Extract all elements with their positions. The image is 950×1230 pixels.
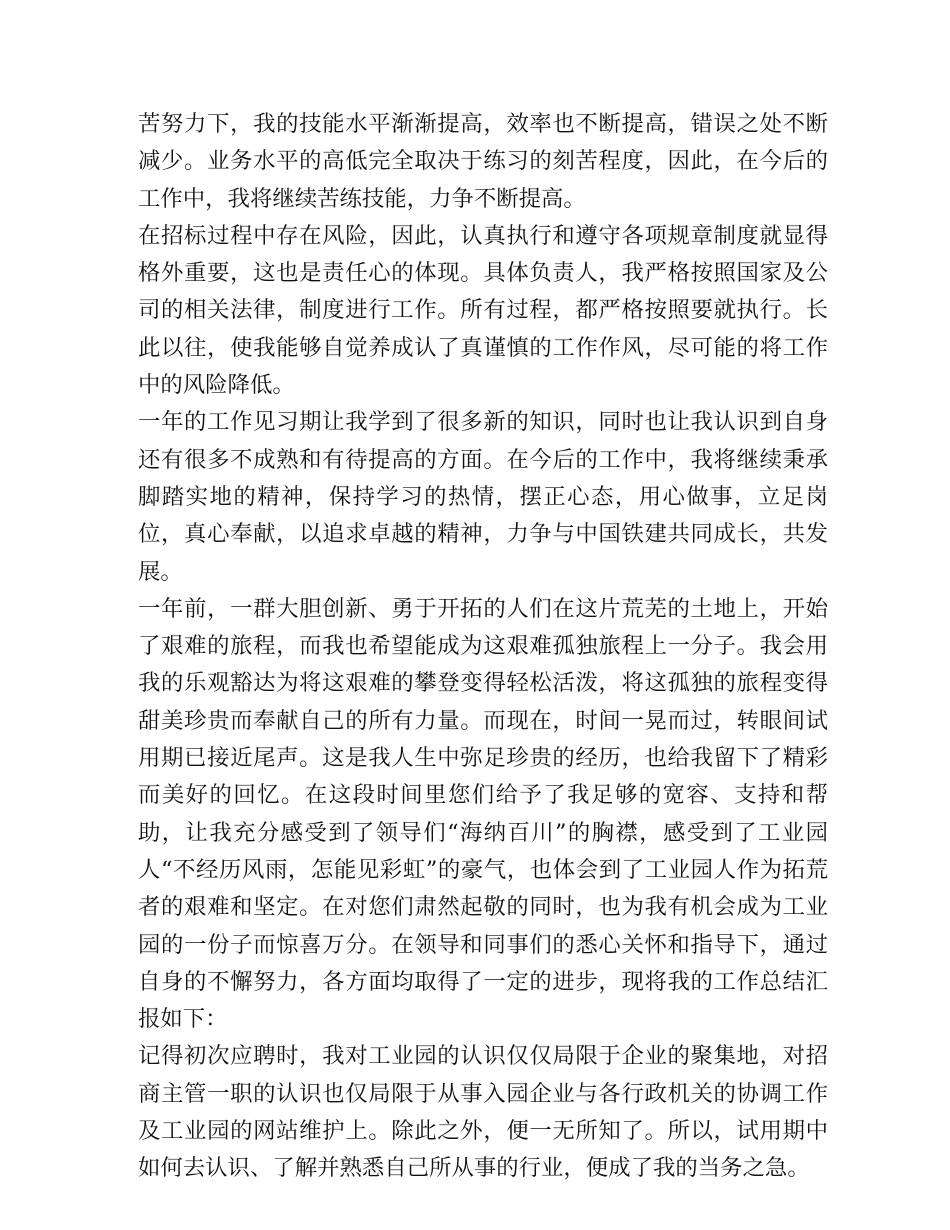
paragraph-3: 一年的工作见习期让我学到了很多新的知识，同时也让我认识到自身还有很多不成熟和有待提高的方面。在今后的工作中，我将继续秉承脚踏实地的精神，保持学习的热情，摆正心态，用心做事，立足岗位，真心奉献，以追求卓越的精神，力争与中国铁建共同成长，共发展。 [138,409,828,585]
paragraph-4: 一年前，一群大胆创新、勇于开拓的人们在这片荒芜的土地上，开始了艰难的旅程，而我也希望能成为这艰难孤独旅程上一分子。我会用我的乐观豁达为将这艰难的攀登变得轻松活泼，将这孤独的旅程变得甜美珍贵而奉献自己的所有力量。而现在，时间一晃而过，转眼间试用期已接近尾声。这是我人生中弥足珍贵的经历，也给我留下了精彩而美好的回忆。在这段时间里您们给予了我足够的宽容、支持和帮助，让我充分感受到了领导们“海纳百川”的胸襟，感受到了工业园人“不经历风雨，怎能见彩虹”的豪气，也体会到了工业园人作为拓荒者的艰难和坚定。在对您们肃然起敬的同时，也为我有机会成为工业园的一份子而惊喜万分。在领导和同事们的悉心关怀和指导下，通过自身的不懈努力，各方面均取得了一定的进步，现将我的工作总结汇报如下： [138,595,828,1033]
paragraph-1: 苦努力下，我的技能水平渐渐提高，效率也不断提高，错误之处不断减少。业务水平的高低完全取决于练习的刻苦程度，因此，在今后的工作中，我将继续苦练技能，力争不断提高。 [138,111,828,212]
document-body [138,106,828,1188]
paragraph-2: 在招标过程中存在风险，因此，认真执行和遵守各项规章制度就显得格外重要，这也是责任心的体现。具体负责人，我严格按照国家及公司的相关法律，制度进行工作。所有过程，都严格按照要就执行。长此以往，使我能够自觉养成认了真谨慎的工作作风，尽可能的将工作中的风险降低。 [138,222,828,399]
paragraph-5: 记得初次应聘时，我对工业园的认识仅仅局限于企业的聚集地，对招商主管一职的认识也仅局限于从事入园企业与各行政机关的协调工作及工业园的网站维护上。除此之外，便一无所知了。所以，试用期中如何去认识、了解并熟悉自己所从事的行业，便成了我的当务之急。 [138,1043,828,1182]
